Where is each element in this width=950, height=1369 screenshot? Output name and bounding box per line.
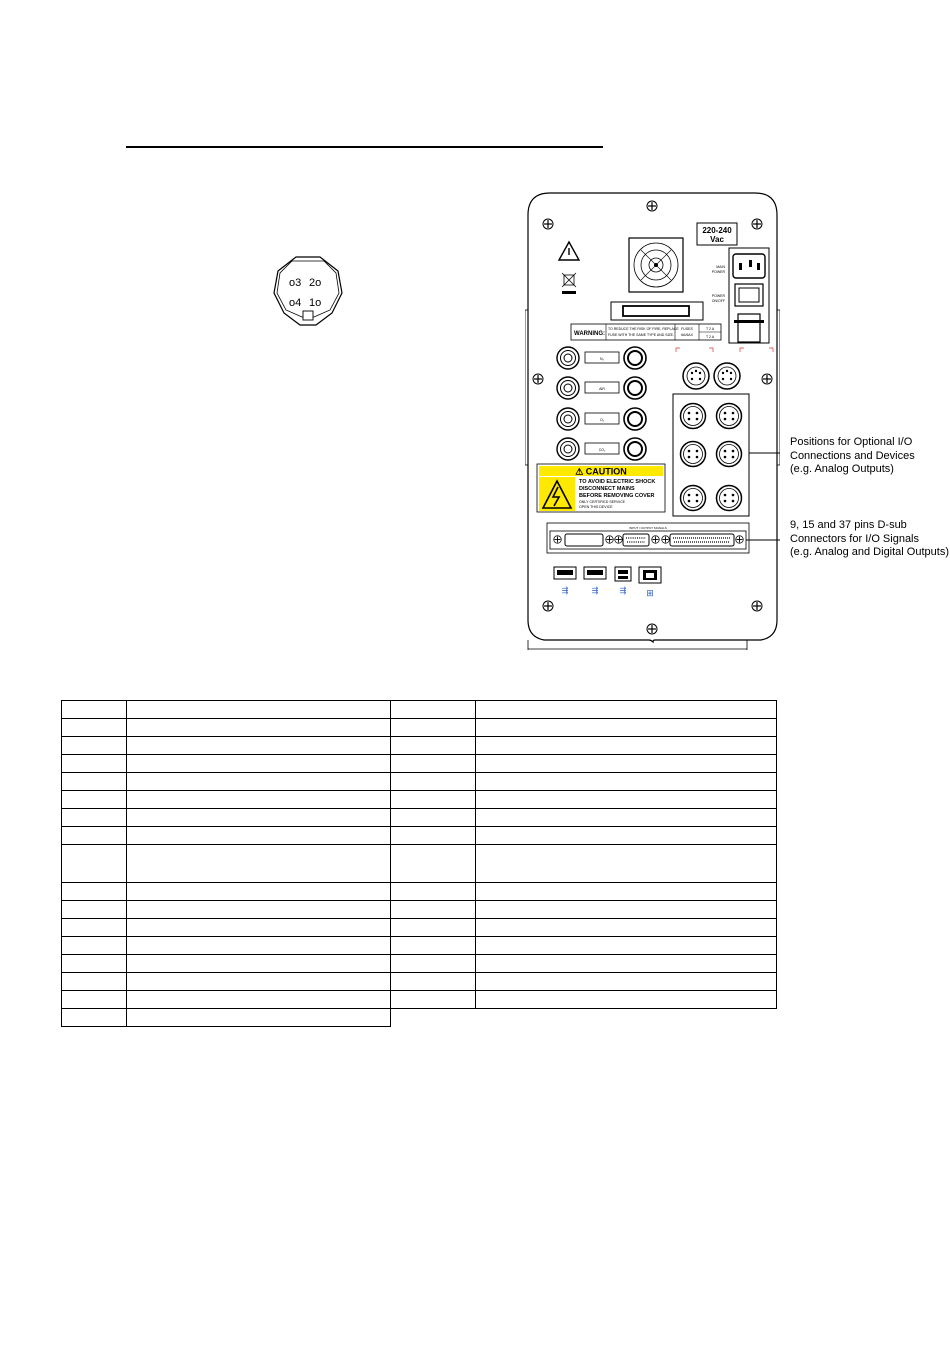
table-cell xyxy=(127,701,391,719)
power-switch-label-1: POWER xyxy=(711,294,725,298)
table-cell xyxy=(127,719,391,737)
table-cell xyxy=(127,1009,391,1027)
table-row xyxy=(62,955,777,973)
table-row xyxy=(62,845,777,883)
table-cell xyxy=(62,791,127,809)
optional-io-connector[interactable] xyxy=(681,442,706,467)
main-power-label-1: MAIN xyxy=(716,265,725,269)
dsub-9-connector[interactable] xyxy=(565,534,603,546)
table-cell xyxy=(391,937,476,955)
table-row xyxy=(62,973,777,991)
table-cell xyxy=(62,937,127,955)
gas-port-label: O₂ xyxy=(599,418,605,422)
optional-io-connector[interactable] xyxy=(717,404,742,429)
table-row xyxy=(62,883,777,901)
table-cell xyxy=(476,737,777,755)
table-cell xyxy=(62,827,127,845)
table-cell xyxy=(476,883,777,901)
table-cell xyxy=(391,1009,476,1027)
table-cell xyxy=(391,901,476,919)
warning-strip-text-2: FUSE WITH THE SAME TYPE AND SIZE. xyxy=(608,333,674,337)
main-power-label-2: POWER xyxy=(711,270,725,274)
table-cell xyxy=(127,955,391,973)
table-cell xyxy=(391,719,476,737)
table-cell xyxy=(476,827,777,845)
table-cell xyxy=(391,809,476,827)
table-cell xyxy=(476,809,777,827)
table-cell xyxy=(391,773,476,791)
table-cell xyxy=(62,919,127,937)
table-row xyxy=(62,827,777,845)
warning-strip-label: WARNING: xyxy=(574,331,605,337)
table-cell xyxy=(127,919,391,937)
pin-label-2: 2o xyxy=(309,277,322,289)
dsub-37-connector[interactable] xyxy=(670,534,734,546)
caution-label xyxy=(537,464,665,512)
table-row xyxy=(62,755,777,773)
table-cell xyxy=(127,791,391,809)
voltage-label-1: 220-240 xyxy=(702,226,732,235)
table-cell xyxy=(391,845,476,883)
table-cell xyxy=(62,719,127,737)
pin-label-1: 1o xyxy=(309,297,322,309)
table-cell xyxy=(62,809,127,827)
io-signals-dsub-panel xyxy=(547,523,749,553)
table-cell xyxy=(62,991,127,1009)
table-cell xyxy=(391,791,476,809)
table-cell xyxy=(127,827,391,845)
pin-label-3: o3 xyxy=(289,277,302,289)
table-cell xyxy=(391,991,476,1009)
callout-line: Positions for Optional I/O xyxy=(790,436,913,448)
table-cell xyxy=(476,791,777,809)
warning-strip-text-1: TO REDUCE THE RISK OF FIRE, REPLACE xyxy=(608,327,679,331)
table-cell xyxy=(391,919,476,937)
table-cell xyxy=(62,773,127,791)
table-cell xyxy=(62,737,127,755)
connector-pinout-diagram xyxy=(272,255,344,327)
table-cell xyxy=(476,973,777,991)
gas-quick-connector[interactable] xyxy=(624,438,646,460)
optional-io-block xyxy=(673,394,749,516)
table-row xyxy=(62,991,777,1009)
table-cell xyxy=(127,901,391,919)
pin-label-4: o4 xyxy=(289,297,302,309)
dsub-15-connector[interactable] xyxy=(623,534,649,546)
caution-line-3: BEFORE REMOVING COVER xyxy=(579,493,655,499)
callout-line: Connectors for I/O Signals xyxy=(790,532,920,545)
table-cell xyxy=(62,1009,127,1027)
caution-line-1: TO AVOID ELECTRIC SHOCK xyxy=(579,479,656,485)
table-cell xyxy=(391,883,476,901)
gas-quick-connector[interactable] xyxy=(624,347,646,369)
device-rear-panel xyxy=(525,190,780,650)
table-cell xyxy=(62,883,127,901)
optional-io-connector[interactable] xyxy=(681,486,706,511)
fuses-label-1: FUSES xyxy=(681,327,693,331)
table-cell xyxy=(127,845,391,883)
table-cell xyxy=(476,937,777,955)
caution-small-1: ONLY CERTIFIED SERVICE xyxy=(579,500,626,504)
table-row xyxy=(62,1009,777,1027)
caution-title: ⚠ CAUTION xyxy=(575,466,627,477)
table-cell xyxy=(476,955,777,973)
power-switch[interactable] xyxy=(735,284,763,306)
table-cell xyxy=(476,919,777,937)
table-cell xyxy=(476,701,777,719)
table-cell xyxy=(476,991,777,1009)
usb-icon: ⇶ xyxy=(561,586,569,595)
table-cell xyxy=(391,827,476,845)
optional-io-connector[interactable] xyxy=(681,404,706,429)
table-row xyxy=(62,737,777,755)
table-row xyxy=(62,701,777,719)
io-signals-label: INPUT / OUTPUT SIGNALS xyxy=(629,526,667,530)
table-cell xyxy=(127,809,391,827)
table-cell xyxy=(127,737,391,755)
table-cell xyxy=(127,973,391,991)
table-row xyxy=(62,919,777,937)
optional-io-connector[interactable] xyxy=(717,442,742,467)
network-icon: ⊞ xyxy=(646,588,654,598)
fuses-label-2: 6A/6AX xyxy=(681,333,693,337)
table-cell xyxy=(476,755,777,773)
table-row xyxy=(62,791,777,809)
title-underline xyxy=(126,146,603,148)
table-cell xyxy=(391,755,476,773)
table-cell xyxy=(62,755,127,773)
fan-grille-icon xyxy=(629,238,683,292)
table-cell xyxy=(127,755,391,773)
table-cell xyxy=(127,991,391,1009)
table-row xyxy=(62,719,777,737)
table-cell xyxy=(476,719,777,737)
callout-line: Connections and Devices xyxy=(790,449,915,462)
table-cell xyxy=(62,845,127,883)
table-cell xyxy=(127,937,391,955)
table-cell xyxy=(391,955,476,973)
table-row xyxy=(62,901,777,919)
gas-port-label: AIR xyxy=(599,387,605,391)
table-cell xyxy=(391,701,476,719)
optional-io-connector[interactable] xyxy=(717,486,742,511)
fuse-value-1: T 2 A xyxy=(705,327,715,331)
dsub-callout xyxy=(790,519,949,560)
power-switch-label-2: ON/OFF xyxy=(711,299,725,303)
table-cell xyxy=(476,773,777,791)
callout-line: (e.g. Analog and Digital Outputs) xyxy=(790,546,949,558)
table-row xyxy=(62,937,777,955)
caution-small-2: OPEN THIS DEVICE xyxy=(579,505,613,509)
pin-assignment-table xyxy=(61,700,777,1027)
callout-line: (e.g. Analog Outputs) xyxy=(790,463,894,475)
caution-line-2: DISCONNECT MAINS xyxy=(579,486,635,492)
fuse-value-2: T 2 A xyxy=(705,335,715,339)
voltage-label-2: Vac xyxy=(710,235,724,244)
table-cell xyxy=(476,845,777,883)
table-cell xyxy=(62,973,127,991)
gas-port-label: CO₂ xyxy=(598,448,606,452)
table-cell xyxy=(391,737,476,755)
table-row xyxy=(62,773,777,791)
table-cell xyxy=(476,901,777,919)
table-cell xyxy=(127,883,391,901)
table-cell xyxy=(62,701,127,719)
gas-port-label: N₂ xyxy=(600,357,604,361)
table-cell xyxy=(391,973,476,991)
gas-quick-connector[interactable] xyxy=(624,408,646,430)
table-cell xyxy=(62,901,127,919)
table-row xyxy=(62,809,777,827)
usb-icon: ⇶ xyxy=(619,586,627,595)
table-cell xyxy=(476,1009,777,1027)
usb-icon: ⇶ xyxy=(591,586,599,595)
callout-line: 9, 15 and 37 pins D-sub xyxy=(790,519,907,531)
table-cell xyxy=(127,773,391,791)
table-cell xyxy=(62,955,127,973)
gas-quick-connector[interactable] xyxy=(624,377,646,399)
power-inlet-socket xyxy=(733,254,765,278)
optional-io-callout xyxy=(790,436,915,477)
